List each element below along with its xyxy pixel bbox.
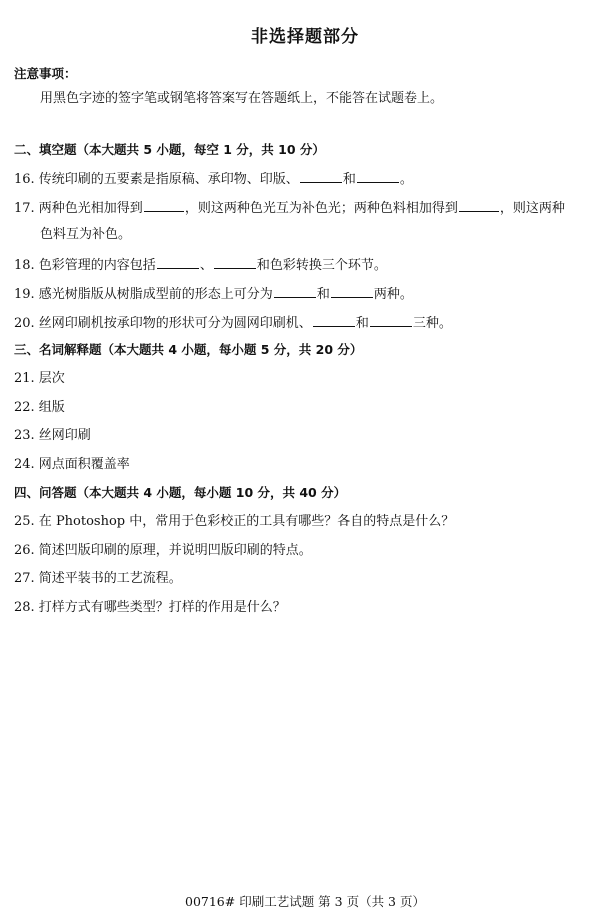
question-21: 21. 层次 [14, 371, 65, 386]
question-23: 23. 丝网印刷 [14, 428, 91, 443]
question-27: 27. 简述平装书的工艺流程。 [14, 571, 182, 586]
q17-blank-2[interactable] [459, 199, 499, 212]
q19-text-a: 19. 感光树脂版从树脂成型前的形态上可分为 [14, 287, 273, 302]
q16-blank-1[interactable] [300, 170, 342, 183]
q18-blank-2[interactable] [214, 256, 256, 269]
q17-text-b: ，则这两种色光互为补色光；两种色料相加得到 [184, 201, 458, 216]
question-17-cont: 色料互为补色。 [40, 227, 132, 242]
question-26: 26. 简述凹版印刷的原理，并说明凹版印刷的特点。 [14, 543, 312, 558]
notice-heading: 注意事项： [14, 66, 77, 81]
question-19 [14, 285, 413, 303]
question-18 [14, 256, 387, 274]
question-20 [14, 314, 452, 332]
page-footer: 00716# 印刷工艺试题 第 3 页（共 3 页） [185, 894, 425, 909]
section2-heading: 二、填空题（本大题共 5 小题，每空 1 分，共 10 分） [14, 142, 325, 157]
q19-blank-1[interactable] [274, 285, 316, 298]
q18-blank-1[interactable] [157, 256, 199, 269]
question-17 [14, 199, 565, 217]
q20-text-b: 和 [355, 316, 369, 331]
q16-text-a: 16. 传统印刷的五要素是指原稿、承印物、印版、 [14, 172, 299, 187]
q16-blank-2[interactable] [357, 170, 399, 183]
q20-text-a: 20. 丝网印刷机按承印物的形状可分为圆网印刷机、 [14, 316, 312, 331]
notice-text: 用黑色字迹的签字笔或钢笔将答案写在答题纸上，不能答在试题卷上。 [40, 91, 444, 106]
q18-text-a: 18. 色彩管理的内容包括 [14, 258, 156, 273]
q17-text-a: 17. 两种色光相加得到 [14, 201, 143, 216]
q20-blank-1[interactable] [313, 314, 355, 327]
q16-text-c: 。 [399, 172, 413, 187]
question-22: 22. 组版 [14, 400, 65, 415]
question-25: 25. 在 Photoshop 中，常用于色彩校正的工具有哪些？各自的特点是什么？ [14, 514, 455, 529]
q18-text-b: 、 [199, 258, 213, 273]
q17-text-c: ，则这两种 [499, 201, 565, 216]
question-28: 28. 打样方式有哪些类型？打样的作用是什么？ [14, 600, 286, 615]
q19-blank-2[interactable] [331, 285, 373, 298]
q20-text-c: 三种。 [412, 316, 452, 331]
question-16 [14, 170, 413, 188]
q19-text-b: 和 [316, 287, 330, 302]
q20-blank-2[interactable] [370, 314, 412, 327]
q17-blank-1[interactable] [144, 199, 184, 212]
page-title: 非选择题部分 [251, 27, 359, 47]
question-24: 24. 网点面积覆盖率 [14, 457, 130, 472]
q16-text-b: 和 [342, 172, 356, 187]
q18-text-c: 和色彩转换三个环节。 [256, 258, 387, 273]
section4-heading: 四、问答题（本大题共 4 小题，每小题 10 分，共 40 分） [14, 485, 347, 500]
q19-text-c: 两种。 [373, 287, 413, 302]
section3-heading: 三、名词解释题（本大题共 4 小题，每小题 5 分，共 20 分） [14, 342, 363, 357]
